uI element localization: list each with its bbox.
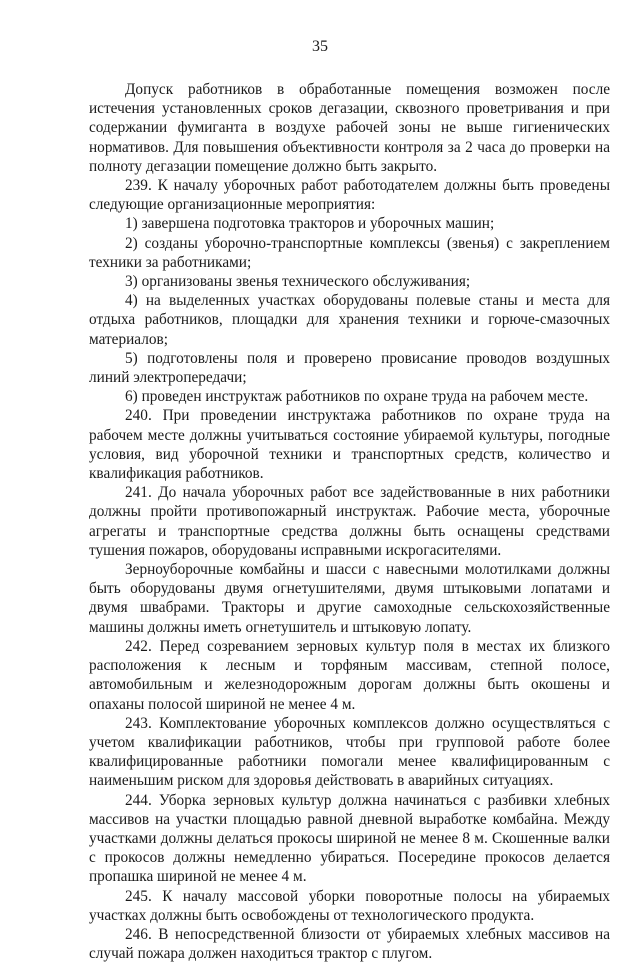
- list-item-239-2: 2) созданы уборочно-транспортные комплексы (звенья) с закреплением техники за работниками;: [89, 234, 610, 271]
- page-number: 35: [312, 38, 328, 55]
- list-item-239-1: 1) завершена подготовка тракторов и уборочных машин;: [125, 215, 495, 233]
- paragraph-244: 244. Уборка зерновых культур должна начинаться с разбивки хлебных массивов на участки площадью равной дневной выработке комбайна. Между участками должны делаться прокосы шириной не менее 8 м. Скошенные валки с прокосов должны немедленно убираться. Посередине прокосов делается пропашка шириной не менее 4 м.: [89, 791, 610, 886]
- document-body: [89, 80, 610, 963]
- list-item-239-6: 6) проведен инструктаж работников по охране труда на рабочем месте.: [125, 388, 589, 406]
- list-item-239-5: 5) подготовлены поля и проверено провисание проводов воздушных линий электропередачи;: [89, 349, 610, 387]
- list-item-239-3: 3) организованы звенья технического обслуживания;: [125, 273, 471, 291]
- paragraph-241-equipment: Зерноуборочные комбайны и шасси с навесными молотилками должны быть оборудованы двумя огнетушителями, двумя штыковыми лопатами и двумя швабрами. Тракторы и другие самоходные сельскохозяйственные машины должны иметь огнетушитель и штыковую лопату.: [89, 561, 610, 636]
- paragraph-degassing-admission: Допуск работников в обработанные помещения возможен после истечения установленных сроков дегазации, сквозного проветривания и при содержании фумиганта в воздухе рабочей зоны не выше гигиенических нормативов. Для повышения объективности контроля за 2 часа до проверки на полноту дегазации помещение должно быть закрыто.: [89, 81, 610, 175]
- paragraph-242: 242. Перед созреванием зерновых культур поля в местах их близкого расположения к лесным и торфяным массивам, степной полосе, автомобильным и железнодорожным дорогам должны быть окошены и опаханы полосой шириной не менее 4 м.: [89, 637, 610, 713]
- paragraph-241: 241. До начала уборочных работ все задействованные в них работники должны пройти противопожарный инструктаж. Рабочие места, уборочные агрегаты и транспортные средства должны быть оснащены средствами тушения пожаров, оборудованы исправными искрогасителями.: [89, 484, 610, 559]
- paragraph-245: 245. К началу массовой уборки поворотные полосы на убираемых участках должны быть освобождены от технологического продукта.: [89, 887, 610, 924]
- paragraph-239: 239. К началу уборочных работ работодателем должны быть проведены следующие организационные мероприятия:: [89, 177, 610, 214]
- paragraph-240: 240. При проведении инструктажа работников по охране труда на рабочем месте должны учитываться состояние убираемой культуры, погодные условия, вид уборочной техники и транспортных средств, количество и квалификация работников.: [89, 407, 610, 483]
- paragraph-246: 246. В непосредственной близости от убираемых хлебных массивов на случай пожара должен находиться трактор с плугом.: [89, 925, 610, 963]
- list-item-239-4: 4) на выделенных участках оборудованы полевые станы и места для отдыха работников, площадки для хранения техники и горюче-смазочных материалов;: [89, 292, 610, 348]
- paragraph-243: 243. Комплектование уборочных комплексов должно осуществляться с учетом квалификации работников, чтобы при групповой работе более квалифицированные работники помогали менее квалифицированным с наименьшим риском для здоровья действовать в аварийных ситуациях.: [89, 714, 610, 790]
